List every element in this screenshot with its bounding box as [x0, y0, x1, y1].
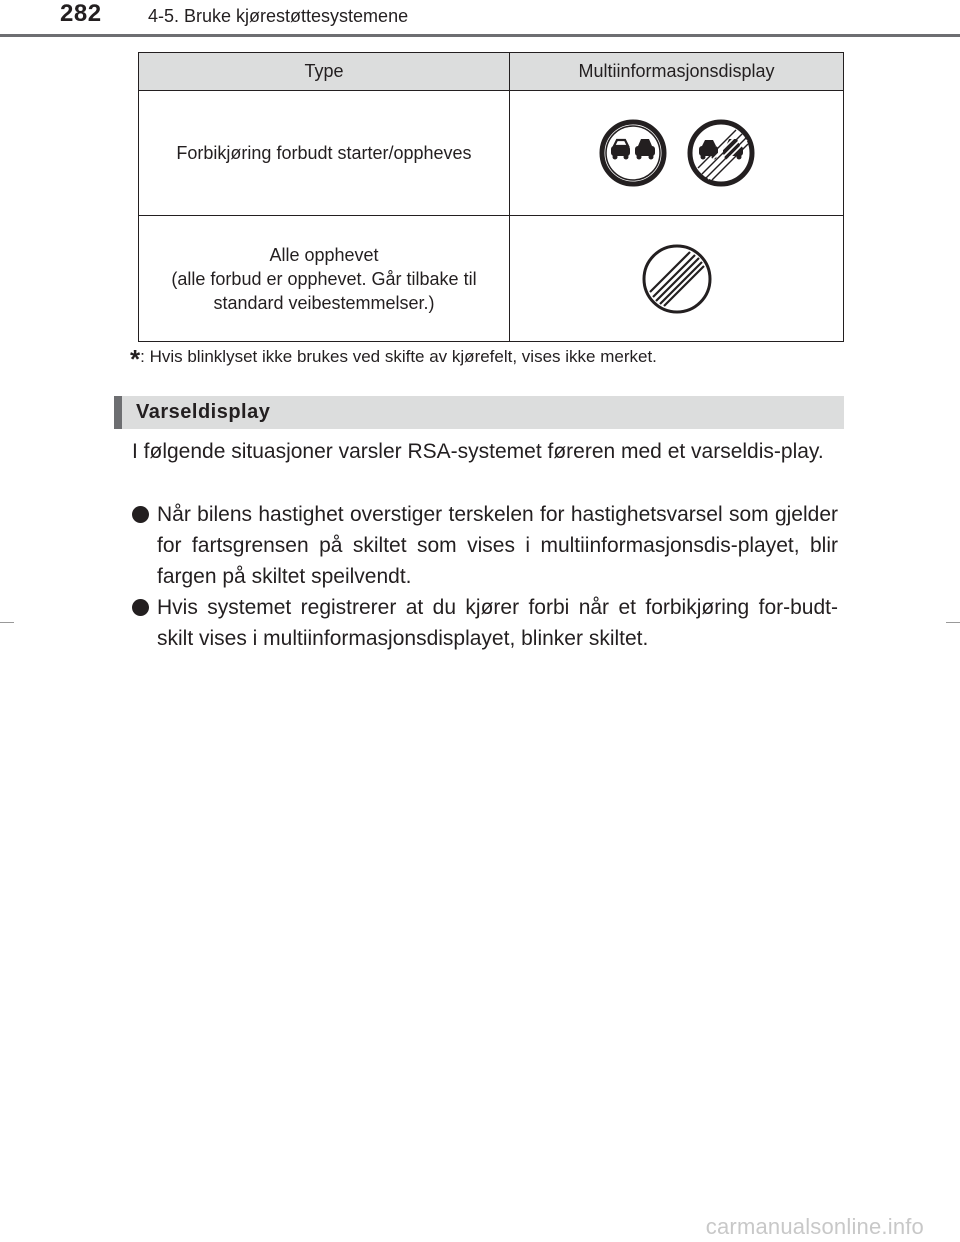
footnote-text: : Hvis blinklyset ikke brukes ved skifte av kjørefelt, vises ikke merket.	[140, 347, 657, 366]
sign-table	[138, 52, 844, 342]
no-overtaking-sign-icon	[598, 118, 668, 188]
crop-mark	[0, 622, 14, 623]
table-row	[139, 91, 844, 216]
table-row	[139, 216, 844, 342]
list-item	[132, 592, 838, 654]
type-cell	[139, 91, 510, 216]
type-label-line: (alle forbud er opphevet. Går tilbake til	[171, 268, 477, 289]
column-header-type: Type	[139, 53, 510, 91]
footnote-star: *	[130, 344, 141, 374]
column-header-display: Multiinformasjonsdisplay	[510, 53, 844, 91]
type-label: Forbikjøring forbudt starter/oppheves	[176, 143, 472, 163]
display-cell	[510, 91, 844, 216]
header-rule	[0, 34, 960, 37]
bullet-dot	[132, 506, 149, 523]
end-all-restrictions-sign-icon	[640, 242, 714, 316]
section-header-title: 4-5. Bruke kjørestøttesystemene	[148, 6, 409, 26]
display-cell	[510, 216, 844, 342]
page-number: 282	[60, 0, 102, 27]
list-item	[132, 499, 838, 592]
bullet-text: Når bilens hastighet overstiger terskelen for hastighetsvarsel som gjelder for fartsgrensen på skiltet som vises i multiinformasjonsdis-playet, blir fargen på skiltet speilvendt.	[157, 503, 838, 588]
crop-mark	[946, 622, 960, 623]
bullet-text: Hvis systemet registrerer at du kjører forbi når et forbikjøring for-budt-skilt vises i multiinformasjonsdisplayet, blinker skiltet.	[157, 596, 838, 650]
end-no-overtaking-sign-icon	[686, 118, 756, 188]
table-header-row	[139, 53, 844, 91]
type-label-line: standard veibestemmelser.)	[213, 292, 435, 313]
intro-paragraph: I følgende situasjoner varsler RSA-systemet føreren med et varseldis-play.	[132, 440, 824, 463]
bullet-dot	[132, 599, 149, 616]
type-label-line: Alle opphevet	[269, 244, 379, 265]
footnote	[130, 344, 657, 375]
section-heading: Varseldisplay	[114, 396, 844, 429]
type-cell	[139, 216, 510, 342]
watermark: carmanualsonline.info	[705, 1214, 924, 1239]
